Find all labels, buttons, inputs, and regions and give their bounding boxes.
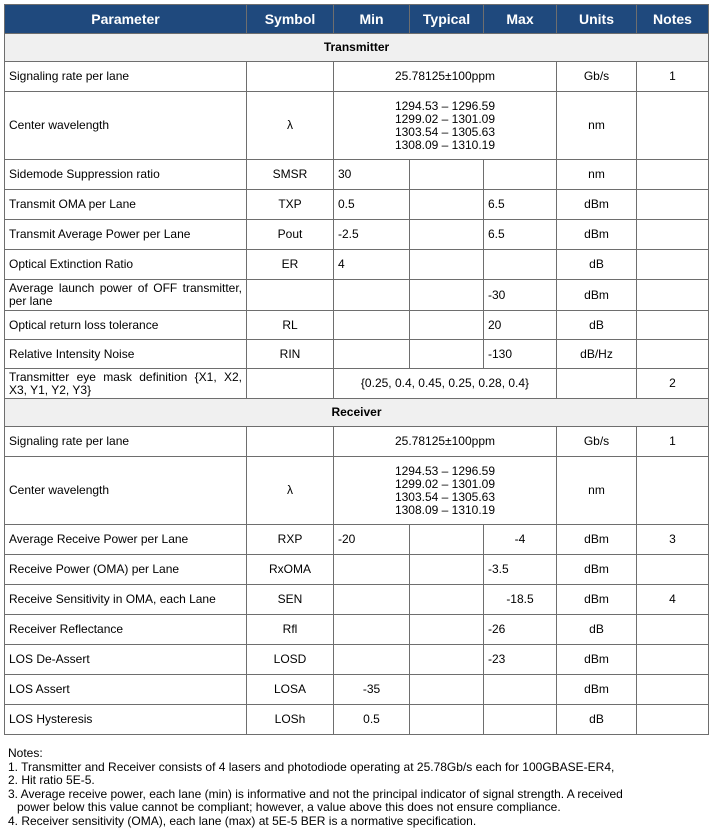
symbol-cell: RIN [247, 340, 334, 369]
notes-title: Notes: [8, 746, 43, 760]
note-line: 3. Average receive power, each lane (min) is informative and not the principal indicator of signal strength. A received [8, 786, 623, 801]
min-cell: -35 [334, 675, 410, 705]
units-cell: dBm [557, 555, 637, 585]
units-cell: dBm [557, 280, 637, 311]
max-cell: -30 [484, 280, 557, 311]
param-label: Optical return loss tolerance [5, 311, 247, 340]
symbol-cell: LOSh [247, 705, 334, 735]
max-cell: 6.5 [484, 220, 557, 250]
param-label: Receive Power (OMA) per Lane [5, 555, 247, 585]
param-label: Relative Intensity Noise [5, 340, 247, 369]
units-cell: dBm [557, 525, 637, 555]
symbol-cell: Pout [247, 220, 334, 250]
max-cell: 20 [484, 311, 557, 340]
symbol-cell: Rfl [247, 615, 334, 645]
symbol-cell: ER [247, 250, 334, 280]
units-cell: dB [557, 250, 637, 280]
param-label: Center wavelength [5, 457, 247, 525]
max-cell: -26 [484, 615, 557, 645]
notes-block [8, 747, 708, 829]
wavelength-range: 1303.54 – 1305.63 [394, 124, 496, 139]
table-row [5, 585, 709, 615]
param-label: LOS Hysteresis [5, 705, 247, 735]
header-min: Min [334, 5, 410, 34]
units-cell: Gb/s [557, 427, 637, 457]
min-cell: 0.5 [334, 705, 410, 735]
param-label: Optical Extinction Ratio [5, 250, 247, 280]
table-row [5, 457, 709, 525]
table-row [5, 250, 709, 280]
symbol-cell: λ [247, 92, 334, 160]
units-cell: dBm [557, 190, 637, 220]
table-row [5, 525, 709, 555]
table-row [5, 62, 709, 92]
table-row [5, 645, 709, 675]
table-row [5, 311, 709, 340]
min-cell: -20 [334, 525, 410, 555]
table-row [5, 280, 709, 311]
param-label: LOS De-Assert [5, 645, 247, 675]
table-row [5, 340, 709, 369]
param-label: Center wavelength [5, 92, 247, 160]
max-cell: -3.5 [484, 555, 557, 585]
param-label: LOS Assert [5, 675, 247, 705]
table-row [5, 369, 709, 399]
section-title-transmitter: Transmitter [5, 34, 709, 62]
min-cell: 0.5 [334, 190, 410, 220]
table-row [5, 705, 709, 735]
header-max: Max [484, 5, 557, 34]
min-cell: 30 [334, 160, 410, 190]
header-typical: Typical [410, 5, 484, 34]
notes-cell: 1 [637, 427, 709, 457]
table-header-row [5, 5, 709, 34]
table-row [5, 615, 709, 645]
param-label: Average launch power of OFF transmitter, per lane [5, 280, 247, 311]
min-cell: -2.5 [334, 220, 410, 250]
spec-table [4, 4, 709, 735]
param-label: Transmit Average Power per Lane [5, 220, 247, 250]
units-cell: Gb/s [557, 62, 637, 92]
units-cell: nm [557, 457, 637, 525]
note-line: power below this value cannot be compliant; however, a value above this does not ensure compliance. [17, 800, 561, 815]
notes-cell: 3 [637, 525, 709, 555]
param-label: Average Receive Power per Lane [5, 525, 247, 555]
notes-cell: 4 [637, 585, 709, 615]
wavelength-range: 1308.09 – 1310.19 [394, 137, 496, 152]
wavelength-ranges [334, 92, 557, 160]
min-cell: 4 [334, 250, 410, 280]
table-row [5, 427, 709, 457]
symbol-cell: RXP [247, 525, 334, 555]
max-cell: -130 [484, 340, 557, 369]
units-cell: nm [557, 160, 637, 190]
symbol-cell: RL [247, 311, 334, 340]
param-label: Signaling rate per lane [5, 62, 247, 92]
max-cell: 6.5 [484, 190, 557, 220]
symbol-cell: LOSA [247, 675, 334, 705]
symbol-cell: RxOMA [247, 555, 334, 585]
value-cell: 25.78125±100ppm [334, 62, 557, 92]
units-cell: dBm [557, 220, 637, 250]
section-row-receiver [5, 399, 709, 427]
param-label: Sidemode Suppression ratio [5, 160, 247, 190]
param-label: Transmit OMA per Lane [5, 190, 247, 220]
units-cell: dB [557, 311, 637, 340]
table-row [5, 92, 709, 160]
table-row [5, 160, 709, 190]
symbol-cell: LOSD [247, 645, 334, 675]
wavelength-range: 1299.02 – 1301.09 [394, 476, 496, 491]
units-cell: dB [557, 615, 637, 645]
param-label: Transmitter eye mask definition {X1, X2, X3, Y1, Y2, Y3} [5, 369, 247, 399]
max-cell: -23 [484, 645, 557, 675]
units-cell: dBm [557, 645, 637, 675]
wavelength-range: 1299.02 – 1301.09 [394, 111, 496, 126]
wavelength-range: 1294.53 – 1296.59 [394, 98, 496, 113]
notes-cell: 1 [637, 62, 709, 92]
value-cell: {0.25, 0.4, 0.45, 0.25, 0.28, 0.4} [334, 369, 557, 399]
note-line: 4. Receiver sensitivity (OMA), each lane (max) at 5E-5 BER is a normative specification. [8, 813, 477, 828]
wavelength-range: 1294.53 – 1296.59 [394, 463, 496, 478]
wavelength-range: 1308.09 – 1310.19 [394, 502, 496, 517]
max-cell: -18.5 [484, 585, 557, 615]
max-cell: -4 [484, 525, 557, 555]
table-row [5, 675, 709, 705]
header-notes: Notes [637, 5, 709, 34]
symbol-cell: λ [247, 457, 334, 525]
param-label: Receive Sensitivity in OMA, each Lane [5, 585, 247, 615]
symbol-cell: SMSR [247, 160, 334, 190]
table-row [5, 555, 709, 585]
value-cell: 25.78125±100ppm [334, 427, 557, 457]
note-line: 1. Transmitter and Receiver consists of 4 lasers and photodiode operating at 25.78Gb/s each for 100GBASE-ER4, [8, 759, 615, 774]
units-cell: dBm [557, 675, 637, 705]
units-cell: nm [557, 92, 637, 160]
header-units: Units [557, 5, 637, 34]
header-parameter: Parameter [5, 5, 247, 34]
note-line: 2. Hit ratio 5E-5. [8, 773, 95, 788]
table-row [5, 220, 709, 250]
symbol-cell: SEN [247, 585, 334, 615]
symbol-cell: TXP [247, 190, 334, 220]
param-label: Signaling rate per lane [5, 427, 247, 457]
notes-cell: 2 [637, 369, 709, 399]
units-cell: dB/Hz [557, 340, 637, 369]
section-title-receiver: Receiver [5, 399, 709, 427]
wavelength-range: 1303.54 – 1305.63 [394, 489, 496, 504]
param-label: Receiver Reflectance [5, 615, 247, 645]
header-symbol: Symbol [247, 5, 334, 34]
wavelength-ranges [334, 457, 557, 525]
units-cell: dBm [557, 585, 637, 615]
units-cell: dB [557, 705, 637, 735]
table-row [5, 190, 709, 220]
section-row-transmitter [5, 34, 709, 62]
